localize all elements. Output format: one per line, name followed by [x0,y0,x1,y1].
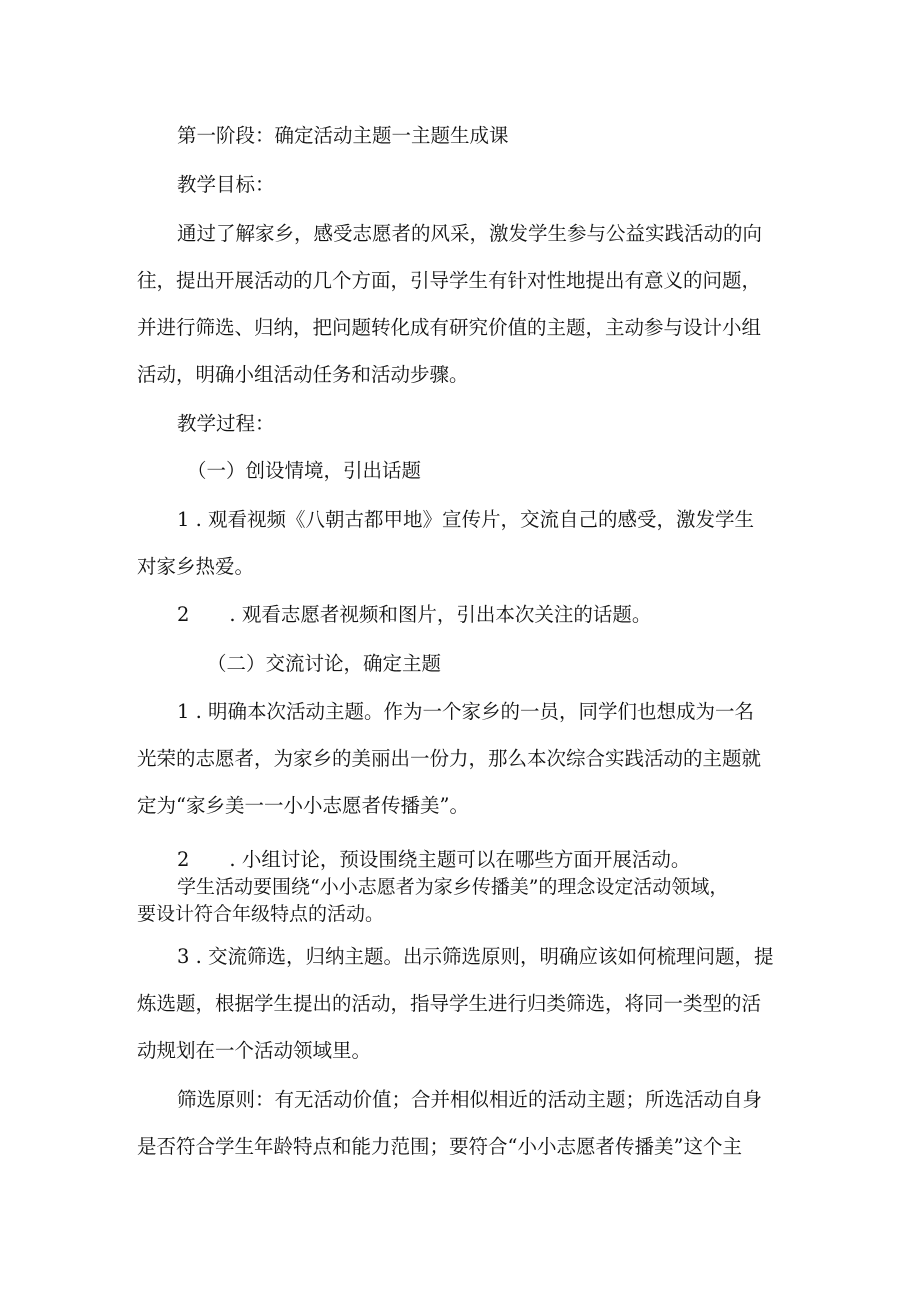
s2-item3-line: 动规划在一个活动领域里。 [137,1039,372,1062]
s2-item1-line: 1 . 明确本次活动主题。作为一个家乡的一员，同学们也想成为一名 [177,700,755,723]
s2-item2 [177,846,827,874]
s2-item1-line: 光荣的志愿者，为家乡的美丽出一份力，那么本次综合实践活动的主题就 [137,747,762,770]
s1-item1-line: 1 . 观看视频《八朝古都甲地》宣传片，交流自己的感受，激发学生 [177,508,755,531]
s2-item3-line: 炼选题，根据学生提出的活动，指导学生进行归类筛选，将同一类型的活 [137,992,762,1015]
stage-title: 第一阶段：确定活动主题一主题生成课 [177,124,509,147]
process-heading: 教学过程： [177,412,275,435]
s1-item2-number: 2 [177,603,190,626]
goal-line: 活动，明确小组活动任务和活动步骤。 [137,363,469,386]
s2-item2-text: . 小组讨论，预设围绕主题可以在哪些方面开展活动。 [229,848,691,871]
s1-item2-text: . 观看志愿者视频和图片，引出本次关注的话题。 [229,603,652,626]
section1-title: （一）创设情境，引出话题 [187,459,422,482]
principle-line: 筛选原则：有无活动价值；合并相似相近的活动主题；所选活动自身 [177,1088,763,1111]
goal-line: 并进行筛选、归纳，把问题转化成有研究价值的主题，主动参与设计小组 [137,316,762,339]
s1-item1-line: 对家乡热爱。 [137,555,255,578]
goal-heading: 教学目标： [177,173,275,196]
s2-item1-line: 定为“家乡美一一小小志愿者传播美”。 [137,794,469,817]
principle-line: 是否符合学生年龄特点和能力范围；要符合“小小志愿者传播美”这个主 [137,1135,742,1158]
goal-line: 通过了解家乡，感受志愿者的风采，激发学生参与公益实践活动的向 [177,222,763,245]
s1-item2 [177,601,827,629]
section2-title: （二）交流讨论，确定主题 [207,652,442,675]
s2-item2-note-line: 学生活动要围绕“小小志愿者为家乡传播美”的理念设定活动领域， [177,876,729,898]
s2-item3-line: 3 . 交流筛选，归纳主题。出示筛选原则，明确应该如何梳理问题，提 [177,945,774,968]
s2-item2-number: 2 [177,848,190,871]
s2-item2-note-line: 要设计符合年级特点的活动。 [137,903,385,925]
goal-line: 往，提出开展活动的几个方面，引导学生有针对性地提出有意义的问题， [137,269,762,292]
